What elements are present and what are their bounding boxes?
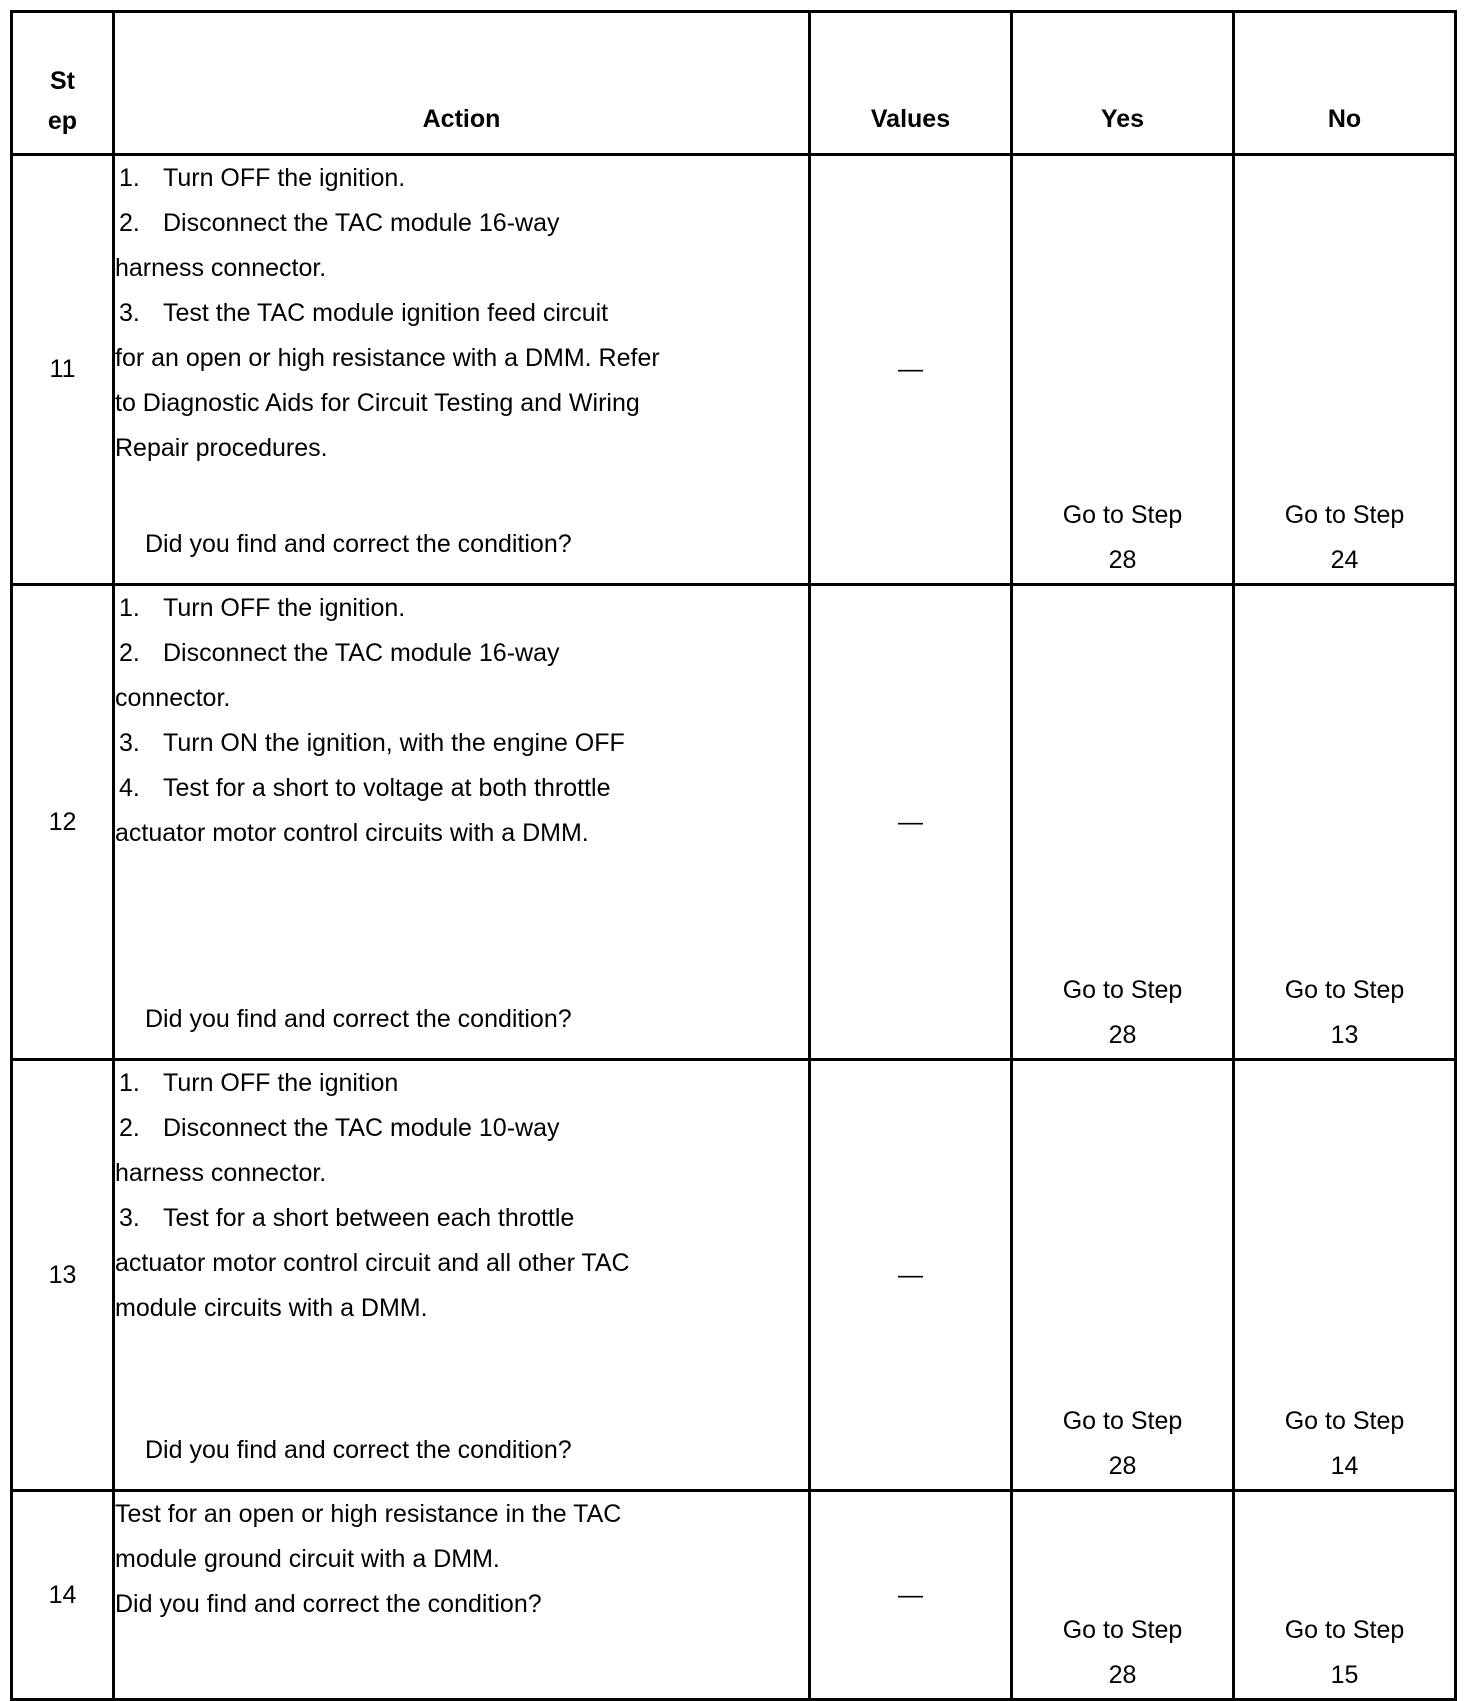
action-cell bbox=[114, 155, 810, 585]
action-cell bbox=[114, 1060, 810, 1491]
table-row bbox=[12, 155, 1456, 585]
action-line: 2. Disconnect the TAC module 16-way bbox=[119, 209, 560, 237]
action-line: Repair procedures. bbox=[115, 434, 328, 462]
column-header-action: Action bbox=[114, 12, 810, 155]
action-line: module ground circuit with a DMM. bbox=[115, 1545, 500, 1573]
action-line: 3. Turn ON the ignition, with the engine OFF bbox=[119, 729, 625, 757]
action-line: 3. Test the TAC module ignition feed circuit bbox=[119, 299, 609, 327]
action-line: harness connector. bbox=[115, 1159, 327, 1187]
action-line: 4. Test for a short to voltage at both throttle bbox=[119, 774, 611, 802]
step-number: 14 bbox=[12, 1491, 114, 1700]
column-header-no: No bbox=[1234, 12, 1456, 155]
action-line: 1. Turn OFF the ignition. bbox=[119, 164, 406, 192]
table-row bbox=[12, 1060, 1456, 1491]
step-header-line2: ep bbox=[47, 107, 78, 135]
column-header-step bbox=[12, 12, 114, 155]
yes-goto-cell: Go to Step 28 bbox=[1012, 155, 1234, 585]
values-cell: — bbox=[810, 585, 1012, 1060]
action-question: Did you find and correct the condition? bbox=[115, 1590, 542, 1618]
action-line: to Diagnostic Aids for Circuit Testing and Wiring bbox=[115, 389, 640, 417]
action-question: Did you find and correct the condition? bbox=[145, 1005, 572, 1033]
step-number: 11 bbox=[12, 155, 114, 585]
column-header-values: Values bbox=[810, 12, 1012, 155]
action-line: 2. Disconnect the TAC module 10-way bbox=[119, 1114, 560, 1142]
no-goto-cell: Go to Step 15 bbox=[1234, 1491, 1456, 1700]
action-question: Did you find and correct the condition? bbox=[145, 530, 572, 558]
action-line: Test for an open or high resistance in the TAC bbox=[115, 1500, 622, 1528]
action-line: actuator motor control circuit and all other TAC bbox=[115, 1249, 630, 1277]
action-cell bbox=[114, 585, 810, 1060]
action-line: for an open or high resistance with a DMM. Refer bbox=[115, 344, 660, 372]
action-line: 3. Test for a short between each throttle bbox=[119, 1204, 575, 1232]
table-row bbox=[12, 1491, 1456, 1700]
action-line: 1. Turn OFF the ignition bbox=[119, 1069, 399, 1097]
diagnostic-table-container bbox=[10, 10, 1454, 1701]
column-header-yes: Yes bbox=[1012, 12, 1234, 155]
values-cell: — bbox=[810, 155, 1012, 585]
yes-goto-cell: Go to Step 28 bbox=[1012, 1491, 1234, 1700]
action-cell bbox=[114, 1491, 810, 1700]
diagnostic-steps-table bbox=[10, 10, 1457, 1701]
step-header-line1: St bbox=[50, 67, 75, 95]
action-line: 1. Turn OFF the ignition. bbox=[119, 594, 406, 622]
action-line: harness connector. bbox=[115, 254, 327, 282]
no-goto-cell: Go to Step 13 bbox=[1234, 585, 1456, 1060]
action-line: module circuits with a DMM. bbox=[115, 1294, 428, 1322]
action-line: 2. Disconnect the TAC module 16-way bbox=[119, 639, 560, 667]
action-question: Did you find and correct the condition? bbox=[145, 1436, 572, 1464]
step-number: 13 bbox=[12, 1060, 114, 1491]
table-header-row bbox=[12, 12, 1456, 155]
table-row bbox=[12, 585, 1456, 1060]
yes-goto-cell: Go to Step 28 bbox=[1012, 1060, 1234, 1491]
values-cell: — bbox=[810, 1060, 1012, 1491]
no-goto-cell: Go to Step 24 bbox=[1234, 155, 1456, 585]
action-line: actuator motor control circuits with a DMM. bbox=[115, 819, 589, 847]
action-line: connector. bbox=[115, 684, 231, 712]
no-goto-cell: Go to Step 14 bbox=[1234, 1060, 1456, 1491]
yes-goto-cell: Go to Step 28 bbox=[1012, 585, 1234, 1060]
step-number: 12 bbox=[12, 585, 114, 1060]
values-cell: — bbox=[810, 1491, 1012, 1700]
